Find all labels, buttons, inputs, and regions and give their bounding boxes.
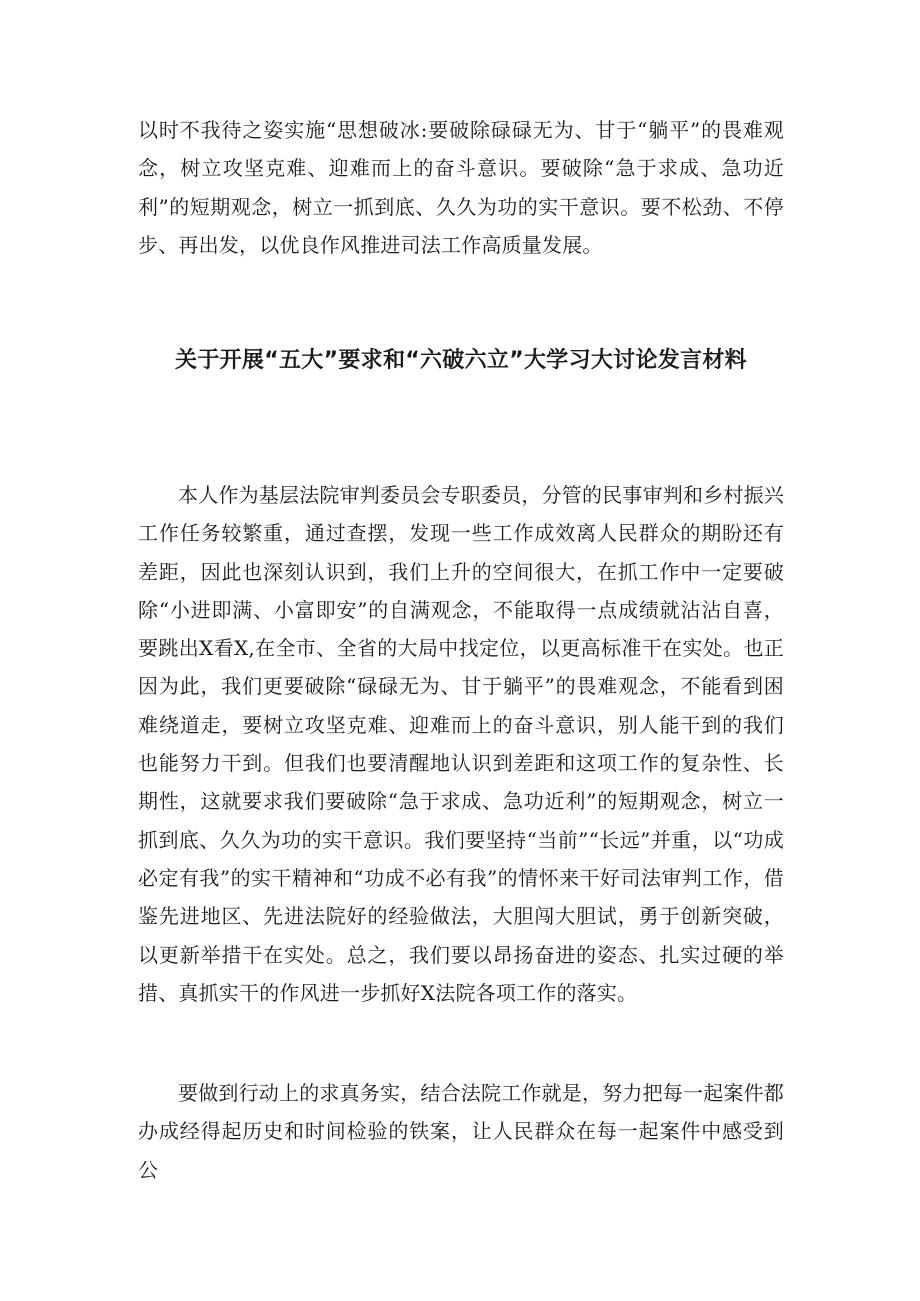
page-title: 关于开展“五大”要求和“六破六立”大学习大讨论发言材料: [175, 348, 747, 373]
paragraph-last: 要做到行动上的求真务实，结合法院工作就是，努力把每一起案件都办成经得起历史和时间检验的铁案，让人民群众在每一起案件中感受到公: [138, 1081, 784, 1182]
paragraph-main: 本人作为基层法院审判委员会专职委员，分管的民事审判和乡村振兴工作任务较繁重，通过查摆，发现一些工作成效离人民群众的期盼还有差距，因此也深刻认识到，我们上升的空间很大，在抓工作中一定要破除“小进即满、小富即安”的自满观念，不能取得一点成绩就沾沾自喜，要跳出X看X,在全市、全省的大局中找定位，以更高标准干在实处。也正因为此，我们更要破除“碌碌无为、甘于躺平”的畏难观念，不能看到困难绕道走，要树立攻坚克难、迎难而上的奋斗意识，别人能干到的我们也能努力干到。但我们也要清醒地认识到差距和这项工作的复杂性、长期性，这就要求我们要破除“急于求成、急功近利”的短期观念，树立一抓到底、久久为功的实干意识。我们要坚持“当前”“长远”并重，以“功成必定有我”的实干精神和“功成不必有我”的情怀来干好司法审判工作，借鉴先进地区、先进法院好的经验做法，大胆闯大胆试，勇于创新突破，以更新举措干在实处。总之，我们要以昂扬奋进的姿态、扎实过硬的举措、真抓实干的作风进一步抓好X法院各项工作的落实。: [138, 483, 784, 1005]
paragraph-top: 以时不我待之姿实施“思想破冰:要破除碌碌无为、甘于“躺平”的畏难观念，树立攻坚克难、迎难而上的奋斗意识。要破除“急于求成、急功近利”的短期观念，树立一抓到底、久久为功的实干意识。要不松劲、不停步、再出发，以优良作风推进司法工作高质量发展。: [138, 118, 784, 257]
